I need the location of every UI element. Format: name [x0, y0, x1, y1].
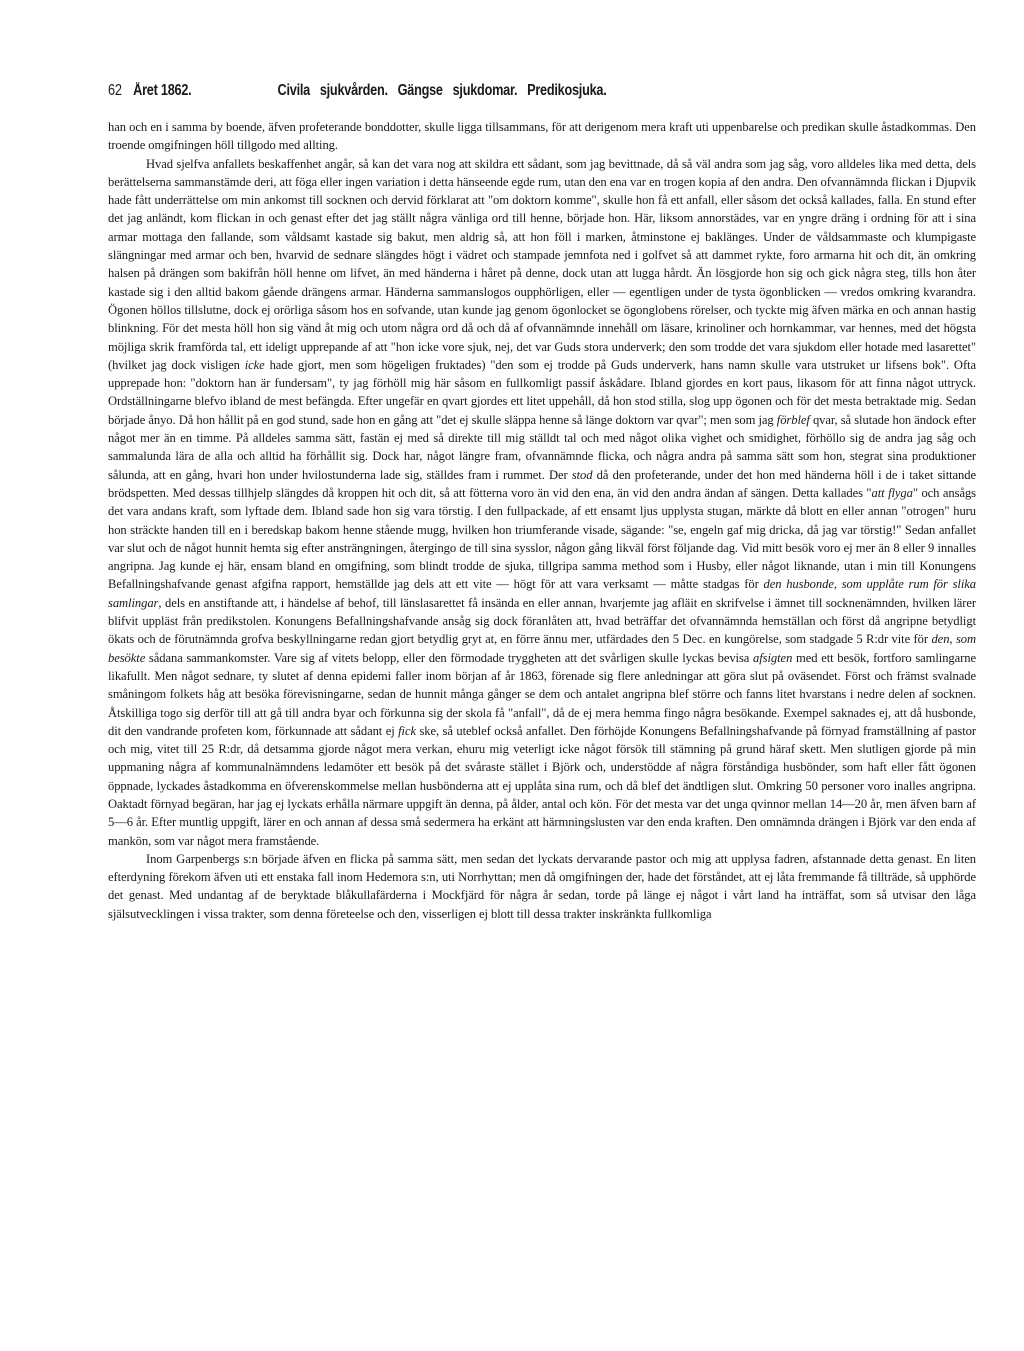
text-run: Hvad sjelfva anfallets beskaffenhet angår, så kan det vara nog att skildra ett sådant, som jag bevittnade, då så väl andra som jag såg, voro alldeles lika med detta, dels berättelserna sammanstämde deri, att föga eller ingen variation i detta hänseende egde rum, utan den ena var en trogen kopia af den andra. Den ofvannämnda flickan i Djupvik hade fått underrättelse om min ankomst till socknen och dervid förklarat att "om doktorn komme", skulle hon få ett anfall, eller såsom det också kallades, falla. En stund efter det jag anländt, kom flickan in och genast efter det jag ställt några vänliga ord till henne, började hon. Här, liksom annorstädes, var en yngre dräng i ordning för att i sina armar mottaga den fallande, som våldsamt kastade sig bakut, men aldrig så, att hon föll i marken, åtminstone ej baklänges. Under de våldsammaste och klumpigaste slängningar med armar och ben, hvarvid de sednare slängdes högt i vädret och stampade jemnfota ned i golfvet så att dammet rykte, foro armarna hit och dit, än omkring halsen på drängen som bakifrån höll henne om lifvet, än med händerna i håret på denne, dock utan att lugga hårdt. Än lösgjorde hon sig och gick några steg, tills hon åter kastade sig i den alltid bakom gående drängens armar. Händerna sammanslogos oupphörligen, eller — egentligen under de tysta ögonblicken — vredos omkring kvarandra. Ögonen höllos tillslutne, dock ej orörliga såsom hos en sofvande, utan kunde jag genom ögonlocket se ögonglobens rörelser, och tyckte mig äfven märka en och annan hastig blinkning. För det mesta höll hon sig vänd åt mig och utom några ord då och då af ofvannämnde innehåll om läsare, krinoliner och hornkammar, var hennes, med det högsta möjliga skrik framförda tal, ett ideligt upprepande af att "hon icke vore sjuk, nej, det var Guds stora underverk; den som trodde det vara sjukdom eller hotade med lasarettet" (hvilket jag dock visligen: [108, 156, 976, 372]
page-number: 62: [108, 82, 122, 99]
italic-text: den, som besökte: [108, 632, 976, 665]
paragraph: [108, 118, 976, 155]
paragraph: [108, 155, 976, 850]
text-run: han och en i samma by boende, äfven profeterande bonddotter, skulle ligga tillsammans, för att derigenom mera kraft uti uppenbarelse och predikan skulle åstadkommas. Den troende omgifningen höll tillgodo med allting.: [108, 120, 976, 153]
body-text: [108, 118, 976, 923]
text-run: Inom Garpenbergs s:n började äfven en flicka på samma sätt, men sedan det lyckats dervarande pastor och mig att upplysa fadren, afstannade detta genast. En liten efterdyning förekom äfven uti ett enstaka fall inom Hedemora s:n, uti Norrhyttan; men då omgifningen der, hade det förståndet, att ej låta fremmande få tillträde, så upphörde det genast. Med undantag af de beryktade blåkullafärderna i Mockfjärd för några år sedan, torde på länge ej något i vårt land ha inträffat, som så utvisar den låga själsutvecklingen i vissa trakter, som denna företeelse och den, visserligen ej blott till dessa trakter inskränkta fullkomliga: [108, 851, 976, 921]
running-header: [108, 82, 976, 108]
text-run: , dels en anstiftande att, i händelse af behof, till länslasarettet få insända en eller annan, hvarjemte jag afläit en skrifvelse i ämnet till socknenämnden, hvilken lärer blifvit uppläst från predikstolen. Konungens Befallningshafvande ansåg sig dock föranlåten att, hvad beträffar det ofvannämnda hemställan och först då angripne betydligt ökats och de förutnämnda grofva beskyllningarne redan gjort betydlig gryt at, en förre ännu mer, utfärdades den 5 Dec. en kungörelse, som stadgade 5 R:dr vite för: [108, 595, 976, 647]
italic-text: stod: [571, 467, 593, 482]
italic-text: fick: [398, 723, 416, 738]
text-run: sådana sammankomster. Vare sig af vitets belopp, eller den förmodade tryggheten att det svårligen skulle lyckas bevisa: [145, 650, 754, 665]
text-run: hade gjort, men som högeligen fruktades) "den som ej trodde på Guds underverk, hans namn skulle vara utstruket ur lifsens bok". Ofta upprepade hon: "doktorn han är fundersam", ty jag förhöll mig här såsom en fullkomligt passif åskådare. Ibland gjordes en kort paus, likasom för att finna något uttryck. Ordställningarne blefvo ibland de mest befängda. Efter ungefär en qvart gjordes ett litet uppehåll, då hon stod stilla, slog upp ögonen och för det mesta betraktade mig. Sedan började ånyo. Då hon hållit på en god stund, sade hon en gång att "det ej skulle släppa henne så länge doktorn var qvar"; men som jag: [108, 357, 976, 427]
document-page: [108, 82, 976, 923]
italic-text: den husbonde, som upplåte rum för slika samlingar: [108, 577, 977, 610]
italic-text: icke: [244, 357, 265, 372]
italic-text: att flyga: [871, 485, 913, 500]
italic-text: afsigten: [753, 650, 793, 665]
header-section: Civila sjukvården. Gängse sjukdomar. Predikosjuka.: [277, 82, 607, 99]
text-run: ske, så uteblef också anfallet. Den förhöjde Konungens Befallningshafvande på förnyad framställning af pastor och mig, vitet till 25 R:dr, då detsamma gjorde något mera verkan, ehuru mig veterligt icke något försök till stämning på grund häraf skett. Men slutligen gjorde på min uppmaning några af kommunalnämndens ledamöter ett besök på det svåraste stället i Björk och, understödde af några förståndiga husbönder, som haft eller fått ögonen öppnade, lyckades åstadkomma en öfverenskommelse mellan husbönderna att ej upplåta sina rum, och då blef det ändtligen slut. Omkring 50 personer voro inalles angripna. Oaktadt förnyad begäran, har jag ej lyckats erhålla närmare uppgift än denna, på ålder, antal och kön. För det mesta var det unga qvinnor mellan 14—20 år, men äfven barn af 5—6 år. Efter muntlig uppgift, lärer en och annan af dessa små sedermera ha erkänt att härmningslusten var den enda kraften. Den omnämnda drängen i Björk var den enda af mankön, som var något mera framstående.: [108, 723, 976, 848]
italic-text: förblef: [776, 412, 810, 427]
text-run: " och ansågs det vara andans kraft, som lyftade dem. Ibland sade hon sig vara törstig. I den fullpackade, af ett ensamt ljus upplysta stugan, märkte då blott en eller annan "otrogen" huru hon sträckte handen till en i beredskap bakom henne stående mugg, hvilken hon triumferande visade, sägande: "se, engeln gaf mig dricka, då jag var törstig!" Sedan anfallet var slut och de något hunnit hemta sig efter ansträngningen, återgingo de till sina sysslor, någon gång likväl först följande dag. Vid mitt besök voro ej mer än 8 eller 9 innalles angripna. Jag kunde ej här, ensam bland en omgifning, som blindt trodde de sjuka, tillgripa samma method som i Husby, eller något liknande, utan i min till Konungens Befallningshafvande genast afgifna rapport, hemställde jag dels att ett vite — högt för att vara verksamt — måtte stadgas för: [108, 485, 976, 592]
text-run: då den profeterande, under det hon med händerna höll i de i taket sittande brödspetten. Med dessas tillhjelp slängdes då kroppen hit och dit, så att fötterna voro än vid den ena, än vid den andra ändan af sängen. Detta kallades ": [108, 467, 976, 500]
paragraph: [108, 850, 976, 923]
text-run: qvar, så slutade hon ändock efter något mer än en timme. På alldeles samma sätt, fastän ej med så direkte till mig ställdt tal och med något olika vighet och smidighet, förhöllo sig de andra jag såg och sammalunda lära de alla och alltid ha förhållit sig. Dock har, något längre fram, ofvannämnde flicka, och några andra på samma sätt som hon, stegrat sina produktioner sålunda, att en gång, hvari hon under hvilostunderna lade sig, ställdes fram i rummet. Der: [108, 412, 976, 482]
header-year: Året 1862.: [133, 82, 192, 99]
text-run: med ett besök, fortforo samlingarne likafullt. Men något sednare, ty slutet af denna epidemi faller inom början af år 1863, förenade sig flere anledningar att göra slut på oväsendet. Först och främst svalnade småningom folkets håg att besöka förevisningarne, sedan de hunnit många gånger se dem och antalet angripna blef större och fanns litet hvarstans i nedre delen af socknen. Åtskilliga togo sig derför till att gå till andra byar och förkunna sig der skola få "anfall", då de ej mera hemma fingo några besökande. Exempel saknades ej, att då husbonde, dit den vandrande profeten kom, förkunnade att sådant ej: [108, 650, 976, 738]
